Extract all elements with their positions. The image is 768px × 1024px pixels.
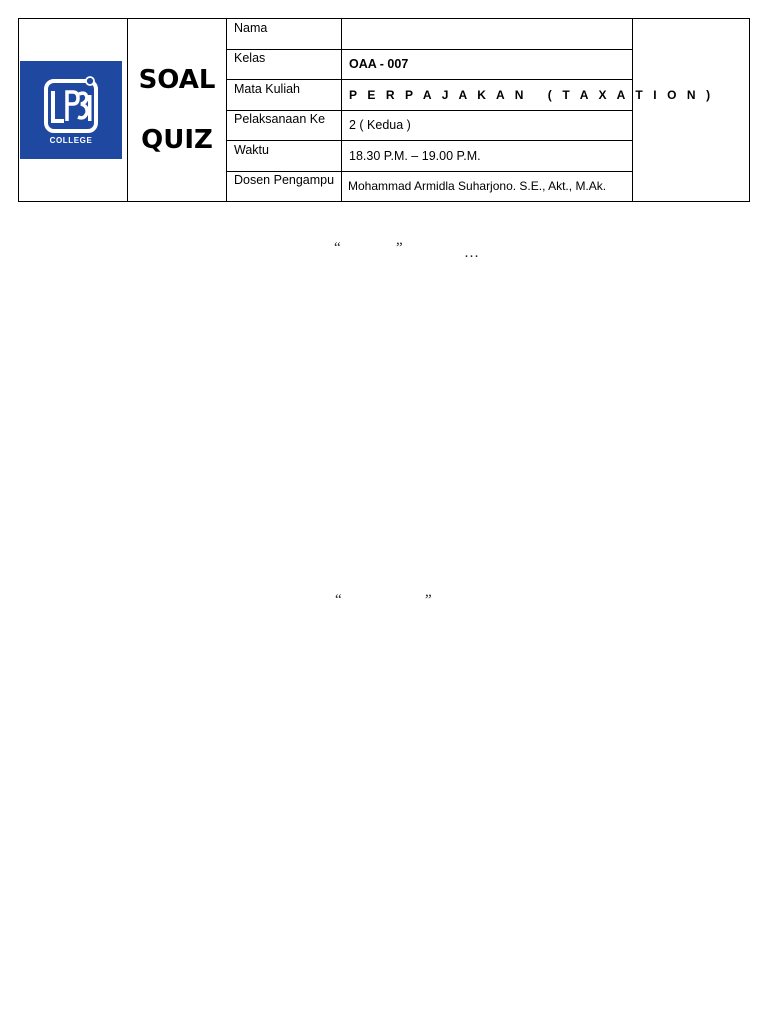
quote-close-1: ” bbox=[396, 240, 403, 256]
lp3i-logo-icon bbox=[20, 61, 122, 159]
label-mata-kuliah: Mata Kuliah bbox=[227, 80, 342, 111]
value-mata-kuliah: P E R P A J A K A N ( T A X A T I O N ) bbox=[342, 80, 633, 111]
quote-open-1: “ bbox=[334, 240, 341, 256]
title-quiz: QUIZ bbox=[141, 125, 213, 155]
quote-open-2: “ bbox=[335, 592, 342, 608]
value-nama bbox=[342, 19, 633, 50]
svg-text:COLLEGE: COLLEGE bbox=[49, 136, 93, 145]
label-kelas: Kelas bbox=[227, 49, 342, 80]
value-pelaksanaan: 2 ( Kedua ) bbox=[342, 110, 633, 141]
label-pelaksanaan: Pelaksanaan Ke bbox=[227, 110, 342, 141]
header-table bbox=[18, 18, 750, 202]
value-dosen: Mohammad Armidla Suharjono. S.E., Akt., M.Ak. bbox=[342, 171, 633, 202]
value-waktu: 18.30 P.M. – 19.00 P.M. bbox=[342, 141, 633, 172]
label-waktu: Waktu bbox=[227, 141, 342, 172]
title-soal: SOAL bbox=[138, 65, 216, 95]
value-kelas: OAA - 007 bbox=[342, 49, 633, 80]
label-dosen: Dosen Pengampu bbox=[227, 171, 342, 202]
lp3i-college-logo bbox=[20, 61, 122, 159]
blank-cell bbox=[633, 19, 750, 202]
title-cell bbox=[128, 19, 227, 202]
label-nama: Nama bbox=[227, 19, 342, 50]
ellipsis-1: … bbox=[464, 245, 479, 261]
logo-cell bbox=[19, 19, 128, 202]
quote-close-2: ” bbox=[425, 592, 432, 608]
